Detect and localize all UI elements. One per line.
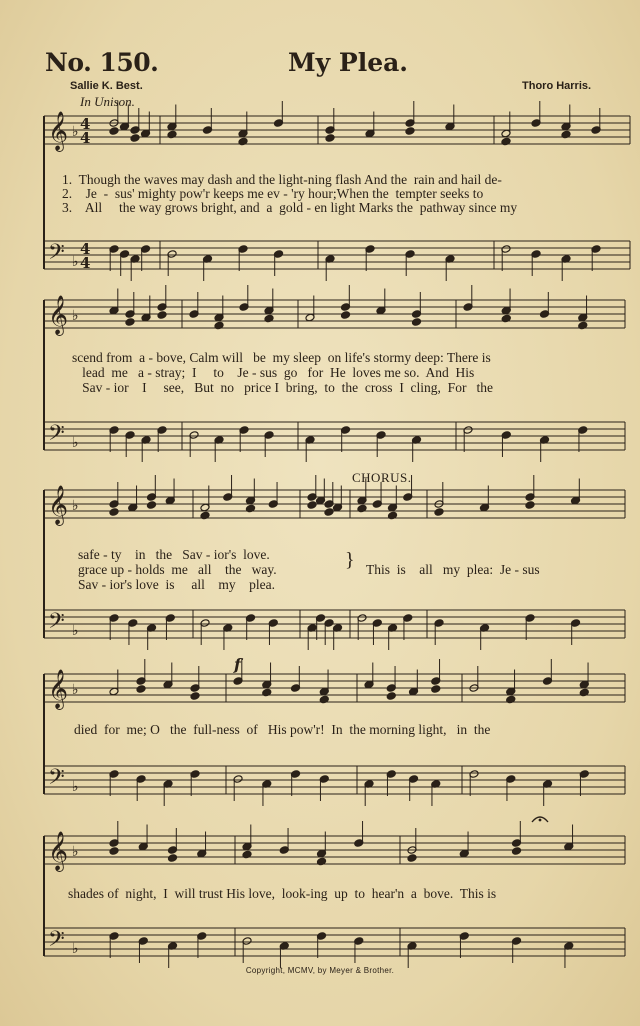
lyricist: Sallie K. Best. — [70, 80, 143, 92]
treble-clef: 𝄞 — [48, 111, 69, 151]
time-signature: 4 — [80, 115, 91, 133]
harmony-note — [264, 314, 274, 323]
harmony-note — [412, 318, 422, 327]
key-flat: ♭ — [72, 779, 79, 795]
harmony-note — [325, 134, 335, 143]
harmony-note — [319, 695, 329, 704]
copyright-notice: Copyright, MCMV, by Meyer & Brother. — [245, 966, 395, 975]
harmony-note — [190, 692, 200, 701]
lyric-chorus-line1: This is all my plea: Je - sus — [366, 562, 540, 577]
bass-clef: 𝄢 — [48, 240, 65, 270]
harmony-note — [109, 508, 119, 517]
treble-clef: 𝄞 — [48, 485, 69, 525]
key-flat: ♭ — [72, 623, 79, 639]
lyric-verse2-line3: grace up - holds me all the way. — [78, 562, 277, 577]
harmony-note — [357, 504, 367, 513]
harmony-note — [242, 850, 252, 859]
harmony-note — [246, 504, 256, 513]
key-flat: ♭ — [72, 435, 79, 451]
verse-bracket: } — [345, 549, 355, 571]
harmony-note — [109, 127, 119, 136]
harmony-note — [388, 511, 398, 520]
lyric-verse3-line1: 3. All the way grows bright, and a gold - en light Marks the pathway since my — [62, 200, 518, 215]
harmony-note — [136, 685, 146, 694]
time-signature: 4 — [80, 129, 91, 147]
bass-clef: 𝄢 — [48, 609, 65, 639]
harmony-note — [262, 688, 272, 697]
harmony-note — [168, 854, 178, 863]
key-flat: ♭ — [72, 254, 79, 270]
harmony-note — [407, 854, 417, 863]
harmony-note — [109, 847, 119, 856]
harmony-note — [578, 321, 588, 330]
lyric-verse3-line3: Sav - ior's love is all my plea. — [78, 577, 276, 592]
harmony-note — [238, 137, 248, 146]
treble-clef: 𝄞 — [48, 295, 69, 335]
harmony-note — [130, 134, 140, 143]
harmony-note — [561, 130, 571, 139]
lyric-chorus-line2: died for me; O the full-ness of His pow'r! In the morning light, in the — [74, 722, 491, 737]
key-flat: ♭ — [72, 308, 79, 324]
treble-clef: 𝄞 — [48, 831, 69, 871]
harmony-note — [214, 321, 224, 330]
harmony-note — [200, 511, 210, 520]
bass-clef: 𝄢 — [48, 765, 65, 795]
bass-clef: 𝄢 — [48, 421, 65, 451]
composer: Thoro Harris. — [522, 80, 592, 92]
harmony-note — [506, 695, 516, 704]
harmony-note — [307, 501, 317, 510]
harmony-note — [341, 311, 351, 320]
lyric-verse1-line1: 1. Though the waves may dash and the light-ning flash And the rain and hail de- — [62, 172, 502, 187]
harmony-note — [324, 508, 334, 517]
key-flat: ♭ — [72, 682, 79, 698]
harmony-note — [157, 311, 167, 320]
lyric-verse2-line2: lead me a - stray; I to Je - sus go for He loves me so. And His — [72, 365, 475, 380]
lyric-verse1-line3: safe - ty in the Sav - ior's love. — [78, 547, 270, 562]
harmony-note — [512, 847, 522, 856]
harmony-note — [167, 130, 177, 139]
harmony-note — [147, 501, 157, 510]
hymn-title: My Plea. — [288, 48, 409, 77]
harmony-note — [525, 501, 535, 510]
harmony-note — [431, 685, 441, 694]
hymn-number: No. 150. — [45, 48, 159, 77]
time-signature: 4 — [80, 254, 91, 272]
time-signature: 4 — [80, 240, 91, 258]
harmony-note — [386, 692, 396, 701]
key-flat: ♭ — [72, 844, 79, 860]
dynamic-forte: f — [234, 655, 241, 674]
fermata-dot — [539, 819, 542, 822]
key-flat: ♭ — [72, 498, 79, 514]
harmony-note — [434, 508, 444, 517]
key-flat: ♭ — [72, 124, 79, 140]
chorus-label: CHORUS. — [352, 470, 412, 485]
lyric-verse2-line1: 2. Je - sus' mighty pow'r keeps me ev - 'ry hour;When the tempter seeks to — [62, 186, 484, 201]
lyric-verse1-line2: scend from a - bove, Calm will be my sleep on life's stormy deep: There is — [72, 350, 491, 365]
harmony-note — [405, 127, 415, 136]
lyric-verse3-line2: Sav - ior I see, But no price I bring, to the cross I cling, For the — [72, 380, 494, 395]
bass-clef: 𝄢 — [48, 927, 65, 957]
key-flat: ♭ — [72, 941, 79, 957]
lyric-chorus-line3: shades of night, I will trust His love, look-ing up to hear'n a bove. This is — [68, 886, 497, 901]
harmony-note — [501, 314, 511, 323]
harmony-note — [501, 137, 511, 146]
harmony-note — [125, 318, 135, 327]
performance-direction: In Unison. — [80, 94, 135, 109]
harmony-note — [579, 688, 589, 697]
harmony-note — [317, 857, 327, 866]
treble-clef: 𝄞 — [48, 669, 69, 709]
